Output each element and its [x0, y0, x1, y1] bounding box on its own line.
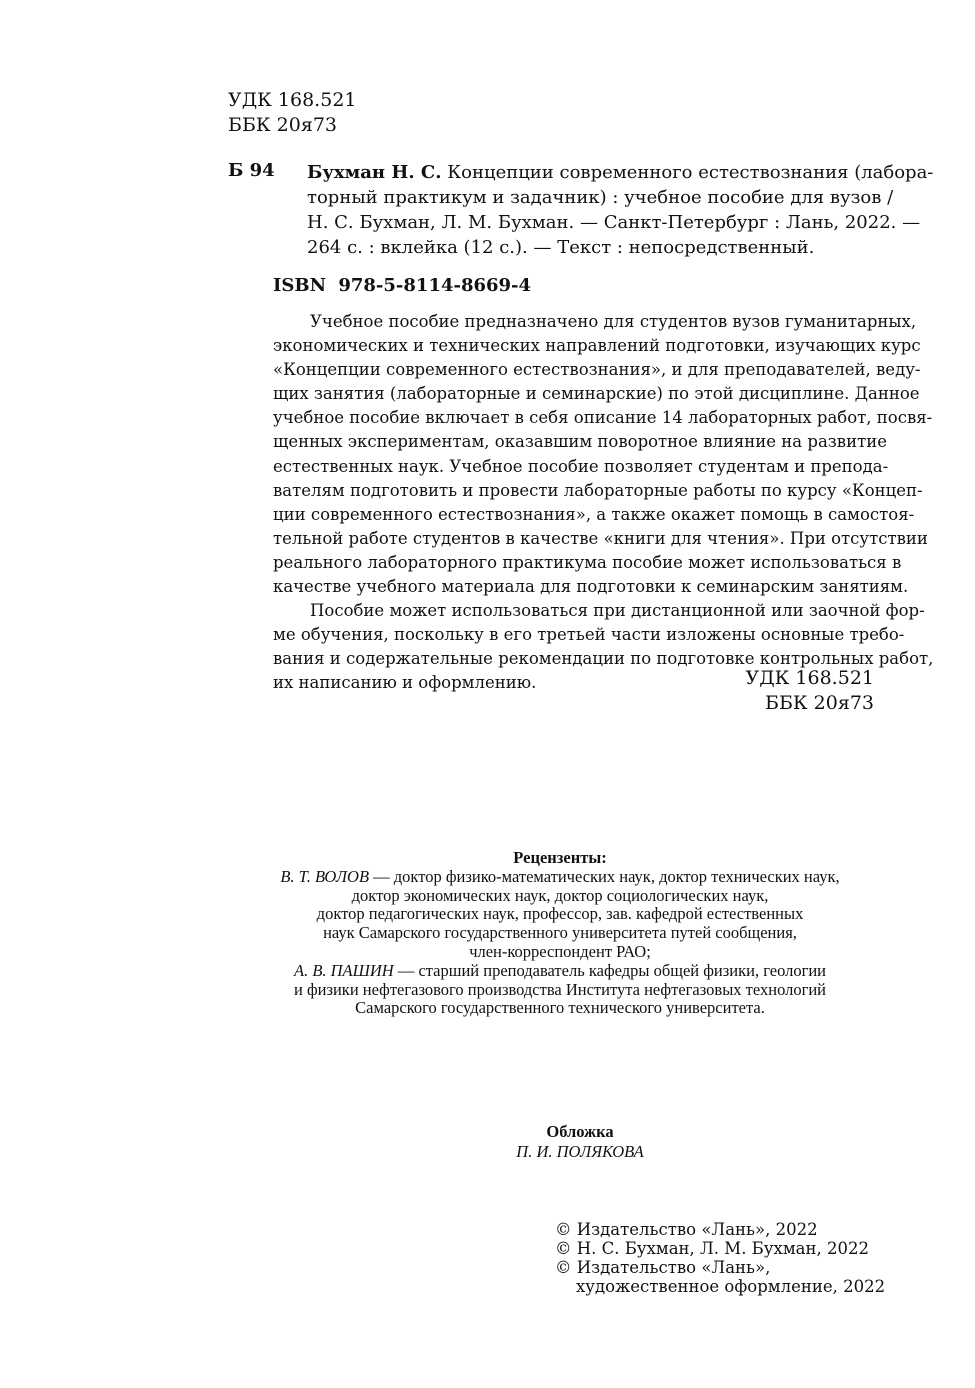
reviewers-title: Рецензенты: [513, 848, 607, 867]
reviewer-1-line: член-корреспондент РАО; [469, 941, 651, 961]
isbn: ISBN 978-5-8114-8669-4 [273, 275, 532, 296]
copyright-line: © Н. С. Бухман, Л. М. Бухман, 2022 [555, 1239, 869, 1258]
reviewer-2-line: и физики нефтегазового производства Института нефтегазовых технологий [293, 979, 827, 999]
annotation-line: качестве учебного материала для подготовки к семинарским занятиям. [273, 577, 909, 597]
reviewer-2-name: А. В. ПАШИН [293, 960, 394, 980]
annotation-line: щенных экспериментам, оказавшим поворотное влияние на развитие [273, 432, 887, 452]
copyright-line: © Издательство «Лань», 2022 [555, 1220, 818, 1239]
annotation-line: экономических и технических направлений подготовки, изучающих курс [273, 336, 921, 356]
reviewer-2-desc: — старший преподаватель кафедры общей физики, геологии [393, 960, 827, 980]
annotation-line: Учебное пособие предназначено для студентов вузов гуманитарных, [310, 312, 917, 331]
annotation-line: щих занятия (лабораторные и семинарские) по этой дисциплине. Данное [273, 384, 920, 404]
cover-credit [440, 1122, 720, 1162]
annotation-line: тельной работе студентов в качестве «книги для чтения». При отсутствии [273, 528, 928, 548]
biblio-line-rest: Концепции современного естествознания (лабора- [441, 162, 934, 183]
classification-codes-bottom [746, 666, 875, 716]
annotation-line: вания и содержательные рекомендации по подготовке контрольных работ, [273, 649, 934, 669]
bbk-code: ББК 20я73 [764, 692, 874, 714]
cover-title: Обложка [546, 1122, 614, 1141]
reviewer-1-line: доктор экономических наук, доктор социологических наук, [351, 885, 769, 905]
udk-code: УДК 168.521 [228, 89, 357, 111]
reviewers-block [230, 849, 890, 1018]
biblio-line [307, 160, 934, 185]
copyright-line: художественное оформление, 2022 [576, 1277, 886, 1296]
biblio-line: 264 с. : вклейка (12 с.). — Текст : непосредственный. [307, 237, 815, 258]
reviewer-2-line [230, 962, 890, 981]
classification-codes-top [228, 88, 357, 138]
reviewer-2-line: Самарского государственного технического университета. [355, 998, 765, 1018]
bibliographic-description [307, 160, 934, 260]
reviewer-1-line: наук Самарского государственного университета путей сообщения, [323, 923, 797, 943]
udk-code: УДК 168.521 [745, 667, 874, 689]
annotation [273, 310, 934, 696]
copyright-line: © Издательство «Лань», [555, 1258, 771, 1277]
biblio-line: Н. С. Бухман, Л. М. Бухман. — Санкт-Петербург : Лань, 2022. — [307, 212, 921, 233]
reviewer-1-desc: — доктор физико-математических наук, доктор технических наук, [369, 866, 840, 886]
reviewer-1-line: доктор педагогических наук, профессор, зав. кафедрой естественных [316, 904, 804, 924]
copyright-block [555, 1220, 885, 1296]
annotation-line: учебное пособие включает в себя описание 14 лабораторных работ, посвя- [273, 408, 933, 428]
reviewer-1-name: В. Т. ВОЛОВ [280, 866, 370, 886]
reviewer-1-line [230, 868, 890, 887]
author-name: Бухман Н. С. [307, 162, 442, 183]
annotation-line: естественных наук. Учебное пособие позволяет студентам и препода- [273, 456, 889, 476]
bbk-code: ББК 20я73 [228, 114, 338, 136]
annotation-line: ме обучения, поскольку в его третьей части изложены основные требо- [273, 625, 905, 645]
annotation-line: их написанию и оформлению. [273, 673, 537, 693]
biblio-line: торный практикум и задачник) : учебное пособие для вузов / [307, 187, 894, 208]
annotation-line: Пособие может использоваться при дистанционной или заочной фор- [310, 601, 925, 621]
annotation-line: «Концепции современного естествознания», и для преподавателей, веду- [273, 360, 921, 380]
author-mark: Б 94 [228, 160, 275, 181]
annotation-line: реального лабораторного практикума пособие может использоваться в [273, 552, 902, 572]
annotation-line: вателям подготовить и провести лабораторные работы по курсу «Концеп- [273, 480, 923, 500]
annotation-line: ции современного естествознания», а также окажет помощь в самостоя- [273, 504, 915, 524]
cover-designer: П. И. ПОЛЯКОВА [516, 1142, 644, 1161]
